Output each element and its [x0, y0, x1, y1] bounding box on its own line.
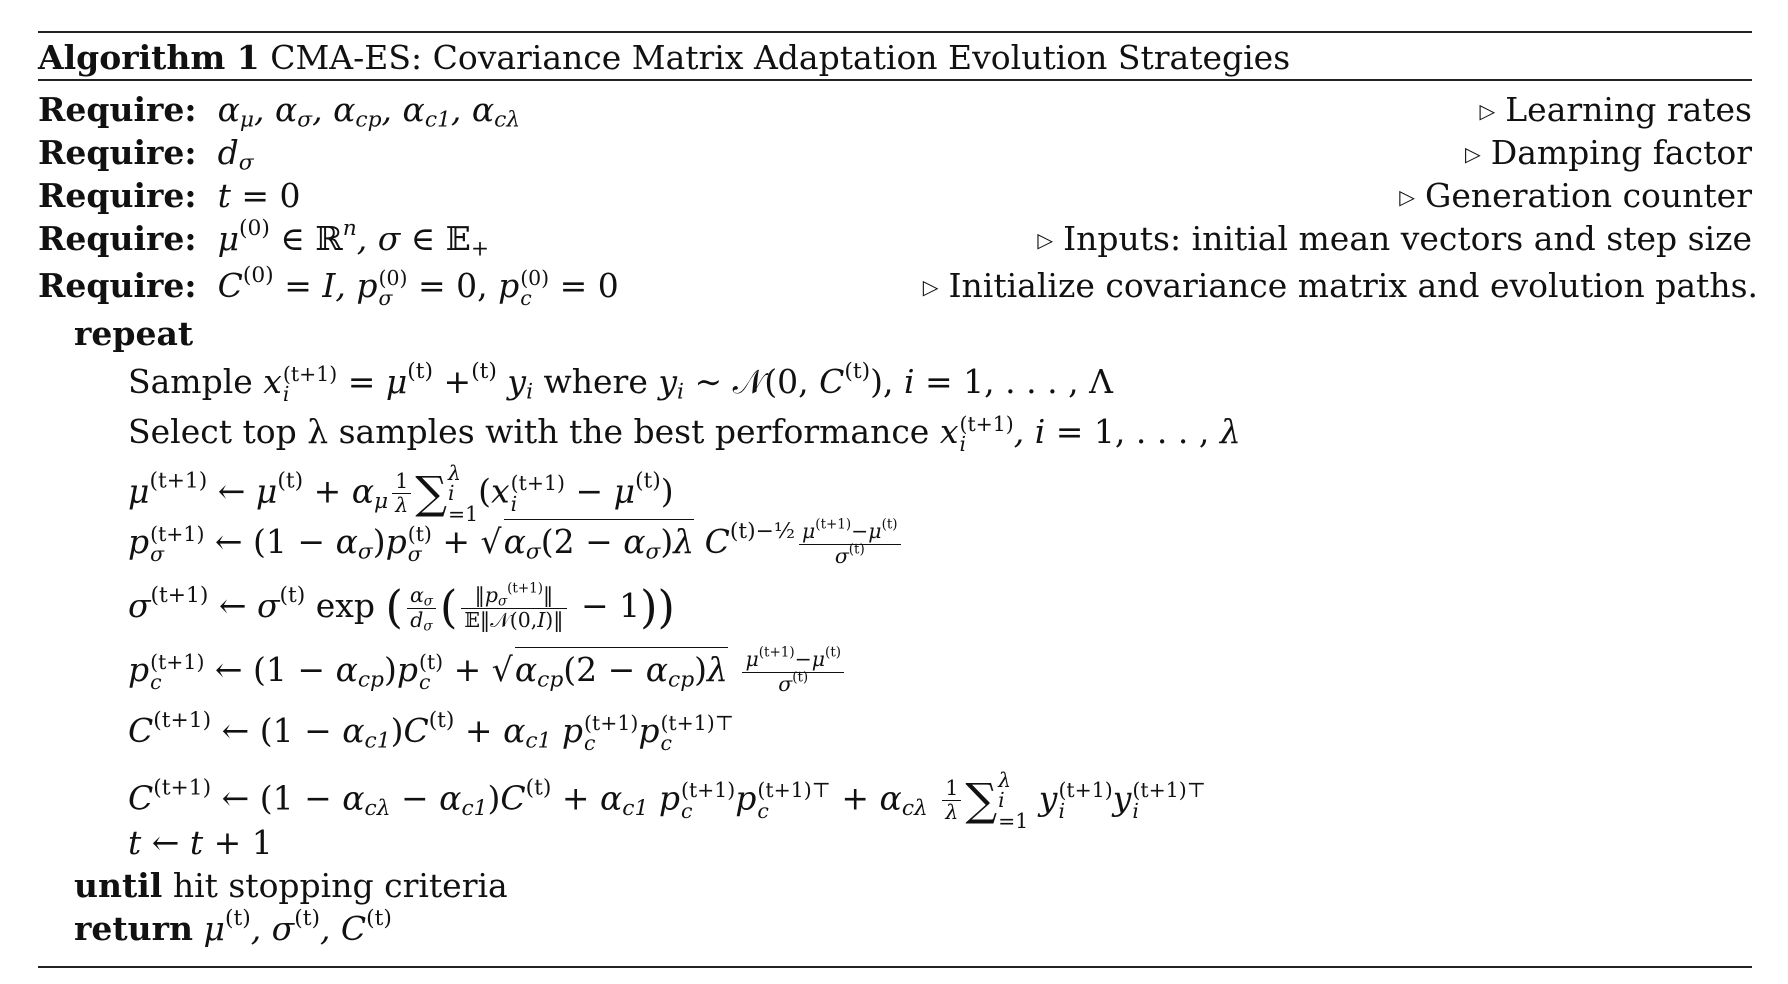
return-expression: $\mu^{(t)}$, $\sigma^{(t)}$, $C^{(t)}$ — [203, 905, 392, 948]
sample-step — [128, 358, 1113, 406]
require-learning-rates — [38, 89, 520, 131]
step-size-update: $\sigma^{(t+1)}$ ← $\sigma^{(t)}$ exp ( $\frac{\alpha_\sigma}{d_\sigma}$ ( $\frac{‖p_\sigma^{(t+1)}‖}{\text{𝔼‖𝒩(0,I)‖}}$ − 1)) — [128, 580, 675, 634]
comment-triangle-icon: ▷ — [1465, 141, 1481, 166]
sample-label: Sample — [128, 362, 253, 401]
require-expression: $\alpha_\mu$, $\alpha_\sigma$, $\alpha_{cp}$, $\alpha_{c1}$, $\alpha_{c\lambda}$ — [207, 90, 521, 133]
require-expression: t = 0 — [207, 176, 301, 215]
comment-learning-rates: ▷ Learning rates — [1479, 90, 1752, 129]
require-keyword: Require: — [38, 266, 197, 305]
until-keyword: until — [74, 866, 163, 905]
comment-triangle-icon: ▷ — [1399, 184, 1416, 209]
comment-triangle-icon: ▷ — [1037, 227, 1054, 252]
mean-update: $\mu^{(t+1)}$ ← $\mu^{(t)} + \alpha_\mu$ $\frac{1}{\lambda}$ ∑ λ i =1 (x (t+1) i − $\mu^{(t)}$) — [128, 461, 674, 526]
select-step — [128, 411, 1241, 454]
comment-init: ▷ Initialize covariance matrix and evolution paths. — [922, 266, 1758, 305]
require-expression: $C^{(0)} = I$, p (0) σ = 0, p (0) c = 0 — [207, 262, 619, 310]
sigma-path-update: p (t+1) σ ← $(1 - \alpha_\sigma)p$ (t) σ + $√\alpha_\sigma(2 - \alpha_\sigma)\lambda$ $C^{(t)-\frac{1}{2}}$ $\frac{\mu^{(t+1)}-\mu^{(t)}}{\sigma^{(t)}}$ — [128, 520, 905, 568]
repeat-line — [74, 313, 193, 355]
return-line — [74, 905, 392, 950]
require-counter — [38, 175, 300, 217]
require-init — [38, 262, 619, 310]
distribution-expression: $y_i$ ∼ 𝒩(0, $C^{(t)}$), i = 1, . . . , Λ — [658, 358, 1113, 405]
select-label: Select top λ samples with the best performance — [128, 412, 930, 451]
select-expression: x (t+1) i , i = 1, . . . , λ — [939, 411, 1241, 456]
until-condition: hit stopping criteria — [172, 866, 508, 905]
comment-inputs: ▷ Inputs: initial mean vectors and step size — [1037, 219, 1752, 258]
covariance-update-full: $C^{(t+1)}$ ← $(1 - \alpha_{c\lambda} - \alpha_{c1})C^{(t)} + \alpha_{c1}$ p (t+1) c p (t+1)⊤ c + $\alpha_{c\lambda}$ $\frac{1}{\lambda}$ ∑ λ i =1 y (t+1) i y (t+1)⊤ i — [128, 768, 1206, 833]
algorithm-label: Algorithm 1 — [38, 38, 260, 77]
require-keyword: Require: — [38, 90, 197, 129]
require-inputs — [38, 215, 490, 262]
require-expression: $d_\sigma$ — [207, 133, 254, 176]
bottom-rule — [38, 966, 1752, 968]
algorithm-title — [38, 38, 1290, 78]
comment-triangle-icon: ▷ — [922, 274, 939, 299]
return-keyword: return — [74, 909, 193, 948]
comment-counter: ▷ Generation counter — [1399, 176, 1752, 215]
covariance-update-rank-one: $C^{(t+1)}$ ← $(1 - \alpha_{c1})C^{(t)} + \alpha_{c1}$ p (t+1) c p (t+1)⊤ c — [128, 707, 734, 755]
repeat-keyword: repeat — [74, 314, 194, 353]
c-path-update: p (t+1) c ← $(1 - \alpha_{cp})p$ (t) c + $√\alpha_{cp}(2 - \alpha_{cp})\lambda$ $\frac{\mu^{(t+1)}-\mu^{(t)}}{\sigma^{(t)}}$ — [128, 648, 848, 696]
require-damping — [38, 132, 254, 174]
comment-damping: ▷ Damping factor — [1465, 133, 1752, 172]
until-line — [74, 865, 508, 907]
comment-triangle-icon: ▷ — [1479, 98, 1496, 123]
top-rule — [38, 31, 1752, 33]
require-keyword: Require: — [38, 176, 197, 215]
require-expression: $\mu^{(0)}$ ∈ ℝ$^n$, σ ∈ 𝔼$_+$ — [207, 215, 490, 262]
sample-expression: x (t+1) i = $\mu^{(t)} +^{(t)}$ $y_i$ — [263, 358, 534, 406]
algorithm-name: CMA-ES: Covariance Matrix Adaptation Evolution Strategies — [270, 38, 1291, 77]
header-rule — [38, 79, 1752, 81]
require-keyword: Require: — [38, 219, 197, 258]
counter-increment: t ← t + 1 — [128, 823, 273, 862]
where-label: where — [543, 362, 648, 401]
require-keyword: Require: — [38, 133, 197, 172]
